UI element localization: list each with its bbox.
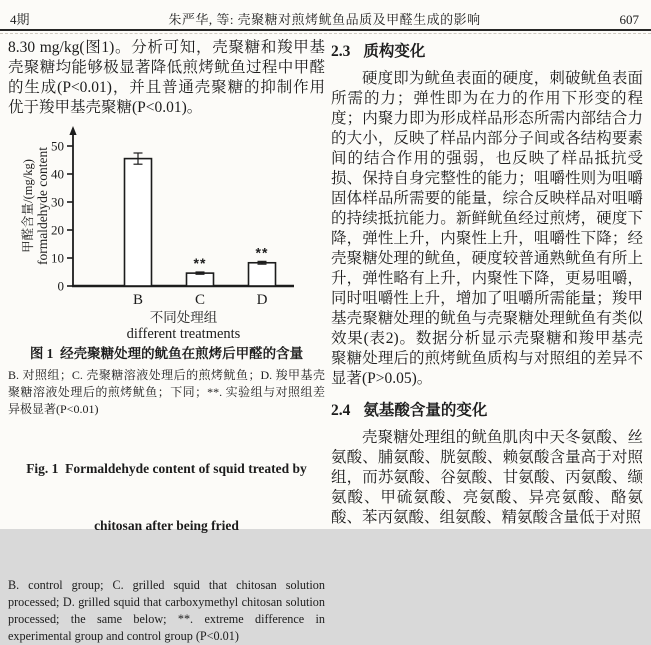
intro-paragraph: 8.30 mg/kg(图1)。分析可知，壳聚糖和羧甲基壳聚糖均能够极显著降低煎烤鱿鱼过程中甲醛的生成(P<0.01)，并且普通壳聚糖的抑制作用优于羧甲基壳聚糖(P<0.01)。 bbox=[8, 39, 325, 116]
right-column bbox=[331, 34, 643, 529]
svg-text:different treatments: different treatments bbox=[126, 326, 241, 342]
section-2-4-number: 2.4 bbox=[331, 402, 351, 419]
header-rule bbox=[0, 29, 651, 31]
svg-text:30: 30 bbox=[51, 194, 64, 210]
figure1-caption-zh: 图 1 经壳聚糖处理的鱿鱼在煎烤后甲醛的含量 bbox=[29, 346, 304, 361]
section-2-3-heading bbox=[331, 43, 643, 61]
svg-text:C: C bbox=[194, 292, 206, 308]
svg-text:B: B bbox=[132, 292, 144, 308]
page-header bbox=[10, 9, 639, 28]
figure1-note-en: B. control group; C. grilled squid that chitosan solution processed; D. grilled squid that carboxymethyl chitosan solution processed; the same below; **. extreme difference in experimental group and control group (P<0.01) bbox=[8, 578, 325, 643]
figure1-caption-en-line2: chitosan after being fried bbox=[94, 518, 239, 533]
figure1-caption-en bbox=[8, 421, 325, 573]
header-running-title: 朱严华, 等: 壳聚糖对煎烤鱿鱼品质及甲醛生成的影响 bbox=[168, 12, 481, 27]
svg-text:不同处理组: 不同处理组 bbox=[149, 310, 218, 325]
section-2-3-paragraph: 硬度即为鱿鱼表面的硬度，刺破鱿鱼表面所需的力；弹性即为在力的作用下形变的程度；内聚力即为形成样品形态所需内部结合力的大小，反映了样品内部分子间或各结构要素间的结合作用的强弱，也反映了样品抵抗受损、保持自身完整性的能力；咀嚼性则为咀嚼固体样品所需要的能量，综合反映样品对咀嚼的持续抵抗能力。新鲜鱿鱼经过煎烤，硬度下降，弹性上升，内聚性上升，咀嚼性下降；经壳聚糖处理的鱿鱼，硬度较普通熟鱿鱼有所上升，弹性略有上升，内聚性下降，更易咀嚼，同时咀嚼性上升，增加了咀嚼所需能量；羧甲基壳聚糖处理的鱿鱼与壳聚糖处理鱿鱼有类似效果(表2)。数据分析显示壳聚糖和羧甲基壳聚糖处理后的煎烤鱿鱼质构与对照组的差异不显著(P>0.05)。 bbox=[331, 70, 643, 387]
svg-text:D: D bbox=[256, 292, 268, 308]
section-2-3-number: 2.3 bbox=[331, 43, 351, 60]
section-2-4-title: 氨基酸含量的变化 bbox=[363, 402, 488, 419]
left-column bbox=[8, 34, 325, 643]
svg-text:10: 10 bbox=[51, 250, 64, 266]
svg-text:**: ** bbox=[255, 244, 269, 261]
section-2-3-title: 质构变化 bbox=[363, 43, 426, 60]
svg-text:formaldehyde content: formaldehyde content bbox=[35, 146, 50, 266]
chart-canvas bbox=[18, 120, 316, 340]
svg-text:40: 40 bbox=[51, 166, 64, 182]
svg-text:甲醛含量/(mg/kg): 甲醛含量/(mg/kg) bbox=[21, 159, 35, 253]
svg-text:50: 50 bbox=[51, 138, 64, 154]
svg-text:**: ** bbox=[193, 255, 207, 271]
section-2-4-heading bbox=[331, 402, 643, 420]
figure1-caption-en-line1: Fig. 1 Formaldehyde content of squid treated by bbox=[26, 461, 307, 476]
section-2-4-paragraph: 壳聚糖处理组的鱿鱼肌肉中天冬氨酸、丝氨酸、脯氨酸、胱氨酸、赖氨酸含量高于对照组，而苏氨酸、谷氨酸、甘氨酸、丙氨酸、缬氨酸、甲硫氨酸、亮氨酸、异亮氨酸、酪氨酸、苯丙氨酸、组氨酸、精氨酸含量低于对照 bbox=[331, 429, 643, 526]
svg-text:20: 20 bbox=[51, 222, 64, 238]
header-page-number: 607 bbox=[619, 12, 639, 27]
svg-text:0: 0 bbox=[57, 278, 64, 294]
header-issue: 4期 bbox=[10, 12, 30, 27]
figure1-note-zh: B. 对照组；C. 壳聚糖溶液处理后的煎烤鱿鱼；D. 羧甲基壳聚糖溶液处理后的煎烤鱿鱼；下同；**. 实验组与对照组差异极显著(P<0.01) bbox=[8, 368, 325, 416]
figure1-bar-chart bbox=[18, 120, 316, 340]
